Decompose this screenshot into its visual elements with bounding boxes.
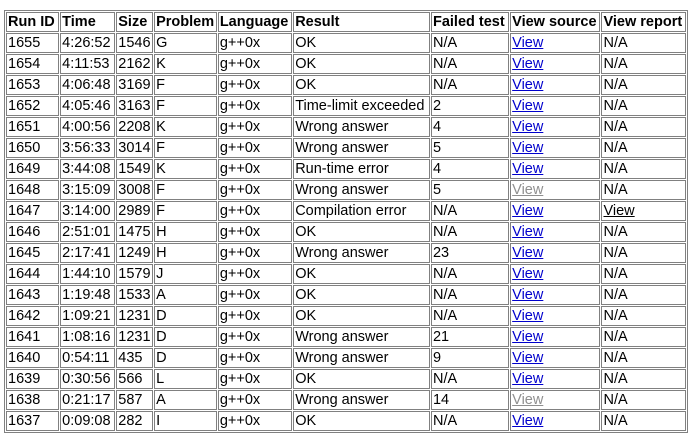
cell-run-id: 1639 xyxy=(6,369,59,389)
view-source-link[interactable]: View xyxy=(512,287,544,303)
cell-time: 1:08:16 xyxy=(60,327,115,347)
cell-result: Wrong answer xyxy=(293,390,430,410)
cell-language: g++0x xyxy=(218,201,292,221)
cell-time: 2:51:01 xyxy=(60,222,115,242)
cell-failed-test: N/A xyxy=(431,75,509,95)
cell-run-id: 1643 xyxy=(6,285,59,305)
cell-run-id: 1637 xyxy=(6,411,59,431)
cell-run-id: 1649 xyxy=(6,159,59,179)
cell-view-source xyxy=(510,411,600,431)
view-source-link[interactable]: View xyxy=(512,392,544,408)
cell-problem: D xyxy=(154,348,217,368)
cell-view-report: N/A xyxy=(601,243,686,263)
view-source-link[interactable]: View xyxy=(512,35,544,51)
cell-time: 3:44:08 xyxy=(60,159,115,179)
cell-run-id: 1652 xyxy=(6,96,59,116)
cell-size: 1231 xyxy=(116,306,153,326)
cell-problem: D xyxy=(154,306,217,326)
table-row xyxy=(6,138,686,158)
cell-view-report: N/A xyxy=(601,348,686,368)
cell-run-id: 1638 xyxy=(6,390,59,410)
cell-run-id: 1644 xyxy=(6,264,59,284)
cell-problem: H xyxy=(154,222,217,242)
cell-time: 4:26:52 xyxy=(60,33,115,53)
header-problem: Problem xyxy=(154,12,217,32)
cell-failed-test: N/A xyxy=(431,306,509,326)
cell-problem: A xyxy=(154,390,217,410)
cell-run-id: 1647 xyxy=(6,201,59,221)
cell-language: g++0x xyxy=(218,75,292,95)
cell-time: 0:09:08 xyxy=(60,411,115,431)
cell-language: g++0x xyxy=(218,222,292,242)
cell-language: g++0x xyxy=(218,306,292,326)
view-source-link[interactable]: View xyxy=(512,224,544,240)
cell-language: g++0x xyxy=(218,138,292,158)
cell-result: OK xyxy=(293,369,430,389)
cell-run-id: 1648 xyxy=(6,180,59,200)
cell-problem: I xyxy=(154,411,217,431)
cell-failed-test: N/A xyxy=(431,33,509,53)
cell-time: 2:17:41 xyxy=(60,243,115,263)
view-report-link[interactable]: View xyxy=(603,203,635,219)
cell-size: 3008 xyxy=(116,180,153,200)
cell-view-source xyxy=(510,54,600,74)
cell-time: 4:00:56 xyxy=(60,117,115,137)
cell-view-report: N/A xyxy=(601,159,686,179)
cell-language: g++0x xyxy=(218,54,292,74)
cell-view-source xyxy=(510,96,600,116)
cell-run-id: 1646 xyxy=(6,222,59,242)
cell-size: 587 xyxy=(116,390,153,410)
cell-language: g++0x xyxy=(218,33,292,53)
cell-view-report: N/A xyxy=(601,180,686,200)
cell-language: g++0x xyxy=(218,117,292,137)
cell-result: OK xyxy=(293,306,430,326)
cell-failed-test: N/A xyxy=(431,201,509,221)
cell-view-source xyxy=(510,75,600,95)
cell-run-id: 1642 xyxy=(6,306,59,326)
cell-time: 1:19:48 xyxy=(60,285,115,305)
runs-table-body xyxy=(6,33,686,431)
table-row xyxy=(6,201,686,221)
cell-size: 1533 xyxy=(116,285,153,305)
cell-view-report: N/A xyxy=(601,285,686,305)
cell-result: OK xyxy=(293,75,430,95)
cell-failed-test: N/A xyxy=(431,411,509,431)
cell-failed-test: N/A xyxy=(431,369,509,389)
cell-view-source xyxy=(510,327,600,347)
cell-result: OK xyxy=(293,222,430,242)
view-source-link[interactable]: View xyxy=(512,308,544,324)
cell-view-report: N/A xyxy=(601,138,686,158)
cell-view-report: N/A xyxy=(601,33,686,53)
view-source-link[interactable]: View xyxy=(512,413,544,429)
cell-problem: F xyxy=(154,138,217,158)
cell-view-report: N/A xyxy=(601,222,686,242)
cell-problem: D xyxy=(154,327,217,347)
cell-size: 2162 xyxy=(116,54,153,74)
cell-view-source xyxy=(510,201,600,221)
header-size: Size xyxy=(116,12,153,32)
cell-result: Run-time error xyxy=(293,159,430,179)
cell-run-id: 1640 xyxy=(6,348,59,368)
cell-problem: G xyxy=(154,33,217,53)
cell-problem: K xyxy=(154,54,217,74)
cell-view-report: N/A xyxy=(601,96,686,116)
cell-problem: F xyxy=(154,180,217,200)
cell-failed-test: 4 xyxy=(431,117,509,137)
cell-result: OK xyxy=(293,33,430,53)
cell-result: OK xyxy=(293,285,430,305)
cell-view-report: N/A xyxy=(601,369,686,389)
cell-view-source xyxy=(510,117,600,137)
cell-time: 3:56:33 xyxy=(60,138,115,158)
cell-language: g++0x xyxy=(218,369,292,389)
view-source-link[interactable]: View xyxy=(512,203,544,219)
cell-failed-test: 23 xyxy=(431,243,509,263)
cell-view-source xyxy=(510,33,600,53)
cell-time: 3:15:09 xyxy=(60,180,115,200)
cell-time: 1:44:10 xyxy=(60,264,115,284)
table-row xyxy=(6,411,686,431)
cell-run-id: 1641 xyxy=(6,327,59,347)
cell-view-report: N/A xyxy=(601,54,686,74)
cell-failed-test: N/A xyxy=(431,285,509,305)
cell-view-report: N/A xyxy=(601,327,686,347)
view-source-link[interactable]: View xyxy=(512,119,544,135)
cell-language: g++0x xyxy=(218,327,292,347)
cell-problem: F xyxy=(154,75,217,95)
table-row xyxy=(6,264,686,284)
cell-language: g++0x xyxy=(218,243,292,263)
table-row xyxy=(6,159,686,179)
view-source-link[interactable]: View xyxy=(512,329,544,345)
view-source-link[interactable]: View xyxy=(512,245,544,261)
header-run-id: Run ID xyxy=(6,12,59,32)
table-header-row xyxy=(6,12,686,32)
cell-view-source xyxy=(510,180,600,200)
cell-problem: L xyxy=(154,369,217,389)
table-row xyxy=(6,54,686,74)
cell-problem: J xyxy=(154,264,217,284)
cell-view-report: N/A xyxy=(601,117,686,137)
table-row xyxy=(6,96,686,116)
view-source-link[interactable]: View xyxy=(512,77,544,93)
view-source-link[interactable]: View xyxy=(512,371,544,387)
cell-size: 1249 xyxy=(116,243,153,263)
cell-failed-test: 2 xyxy=(431,96,509,116)
cell-view-report: N/A xyxy=(601,75,686,95)
cell-problem: K xyxy=(154,159,217,179)
cell-problem: A xyxy=(154,285,217,305)
header-view-report: View report xyxy=(601,12,686,32)
runs-table-container xyxy=(4,10,688,433)
table-row xyxy=(6,33,686,53)
cell-size: 1549 xyxy=(116,159,153,179)
cell-failed-test: 14 xyxy=(431,390,509,410)
table-row xyxy=(6,117,686,137)
cell-view-source xyxy=(510,222,600,242)
cell-result: Wrong answer xyxy=(293,327,430,347)
cell-size: 1546 xyxy=(116,33,153,53)
cell-view-source xyxy=(510,390,600,410)
table-row xyxy=(6,180,686,200)
cell-problem: H xyxy=(154,243,217,263)
cell-view-source xyxy=(510,264,600,284)
cell-failed-test: 4 xyxy=(431,159,509,179)
cell-view-source xyxy=(510,285,600,305)
view-source-link[interactable]: View xyxy=(512,266,544,282)
cell-view-source xyxy=(510,348,600,368)
cell-result: Wrong answer xyxy=(293,117,430,137)
header-view-source: View source xyxy=(510,12,600,32)
table-row xyxy=(6,306,686,326)
cell-language: g++0x xyxy=(218,159,292,179)
cell-size: 2208 xyxy=(116,117,153,137)
header-time: Time xyxy=(60,12,115,32)
cell-language: g++0x xyxy=(218,285,292,305)
cell-run-id: 1654 xyxy=(6,54,59,74)
cell-failed-test: N/A xyxy=(431,54,509,74)
cell-result: Wrong answer xyxy=(293,180,430,200)
cell-time: 4:05:46 xyxy=(60,96,115,116)
cell-view-report: N/A xyxy=(601,411,686,431)
cell-failed-test: N/A xyxy=(431,264,509,284)
view-source-link[interactable]: View xyxy=(512,56,544,72)
cell-time: 3:14:00 xyxy=(60,201,115,221)
header-language: Language xyxy=(218,12,292,32)
cell-result: OK xyxy=(293,411,430,431)
cell-time: 4:11:53 xyxy=(60,54,115,74)
cell-run-id: 1650 xyxy=(6,138,59,158)
cell-result: Wrong answer xyxy=(293,348,430,368)
cell-result: Wrong answer xyxy=(293,138,430,158)
runs-table xyxy=(4,10,688,433)
cell-result: OK xyxy=(293,54,430,74)
cell-failed-test: 21 xyxy=(431,327,509,347)
cell-view-report xyxy=(601,201,686,221)
cell-run-id: 1653 xyxy=(6,75,59,95)
cell-run-id: 1645 xyxy=(6,243,59,263)
table-row xyxy=(6,390,686,410)
cell-size: 3163 xyxy=(116,96,153,116)
table-row xyxy=(6,75,686,95)
cell-language: g++0x xyxy=(218,390,292,410)
cell-view-source xyxy=(510,306,600,326)
view-source-link[interactable]: View xyxy=(512,161,544,177)
cell-size: 435 xyxy=(116,348,153,368)
cell-view-source xyxy=(510,159,600,179)
cell-run-id: 1651 xyxy=(6,117,59,137)
cell-size: 1579 xyxy=(116,264,153,284)
cell-size: 3169 xyxy=(116,75,153,95)
cell-time: 0:30:56 xyxy=(60,369,115,389)
view-source-link[interactable]: View xyxy=(512,182,544,198)
cell-size: 282 xyxy=(116,411,153,431)
table-row xyxy=(6,243,686,263)
cell-result: Time-limit exceeded xyxy=(293,96,430,116)
cell-problem: K xyxy=(154,117,217,137)
header-failed-test: Failed test xyxy=(431,12,509,32)
view-source-link[interactable]: View xyxy=(512,350,544,366)
cell-language: g++0x xyxy=(218,348,292,368)
cell-time: 4:06:48 xyxy=(60,75,115,95)
cell-view-report: N/A xyxy=(601,264,686,284)
view-source-link[interactable]: View xyxy=(512,98,544,114)
cell-result: Compilation error xyxy=(293,201,430,221)
cell-time: 0:21:17 xyxy=(60,390,115,410)
cell-failed-test: 5 xyxy=(431,180,509,200)
cell-view-report: N/A xyxy=(601,390,686,410)
table-row xyxy=(6,348,686,368)
cell-language: g++0x xyxy=(218,180,292,200)
cell-language: g++0x xyxy=(218,96,292,116)
cell-time: 1:09:21 xyxy=(60,306,115,326)
cell-size: 566 xyxy=(116,369,153,389)
cell-result: Wrong answer xyxy=(293,243,430,263)
table-row xyxy=(6,327,686,347)
cell-view-source xyxy=(510,243,600,263)
cell-language: g++0x xyxy=(218,411,292,431)
cell-result: OK xyxy=(293,264,430,284)
cell-size: 1475 xyxy=(116,222,153,242)
table-row xyxy=(6,222,686,242)
cell-size: 2989 xyxy=(116,201,153,221)
cell-time: 0:54:11 xyxy=(60,348,115,368)
cell-size: 3014 xyxy=(116,138,153,158)
cell-failed-test: N/A xyxy=(431,222,509,242)
header-result: Result xyxy=(293,12,430,32)
cell-view-source xyxy=(510,369,600,389)
table-row xyxy=(6,285,686,305)
cell-problem: F xyxy=(154,96,217,116)
cell-language: g++0x xyxy=(218,264,292,284)
cell-view-source xyxy=(510,138,600,158)
view-source-link[interactable]: View xyxy=(512,140,544,156)
cell-problem: F xyxy=(154,201,217,221)
cell-failed-test: 5 xyxy=(431,138,509,158)
cell-run-id: 1655 xyxy=(6,33,59,53)
cell-view-report: N/A xyxy=(601,306,686,326)
cell-failed-test: 9 xyxy=(431,348,509,368)
table-row xyxy=(6,369,686,389)
cell-size: 1231 xyxy=(116,327,153,347)
